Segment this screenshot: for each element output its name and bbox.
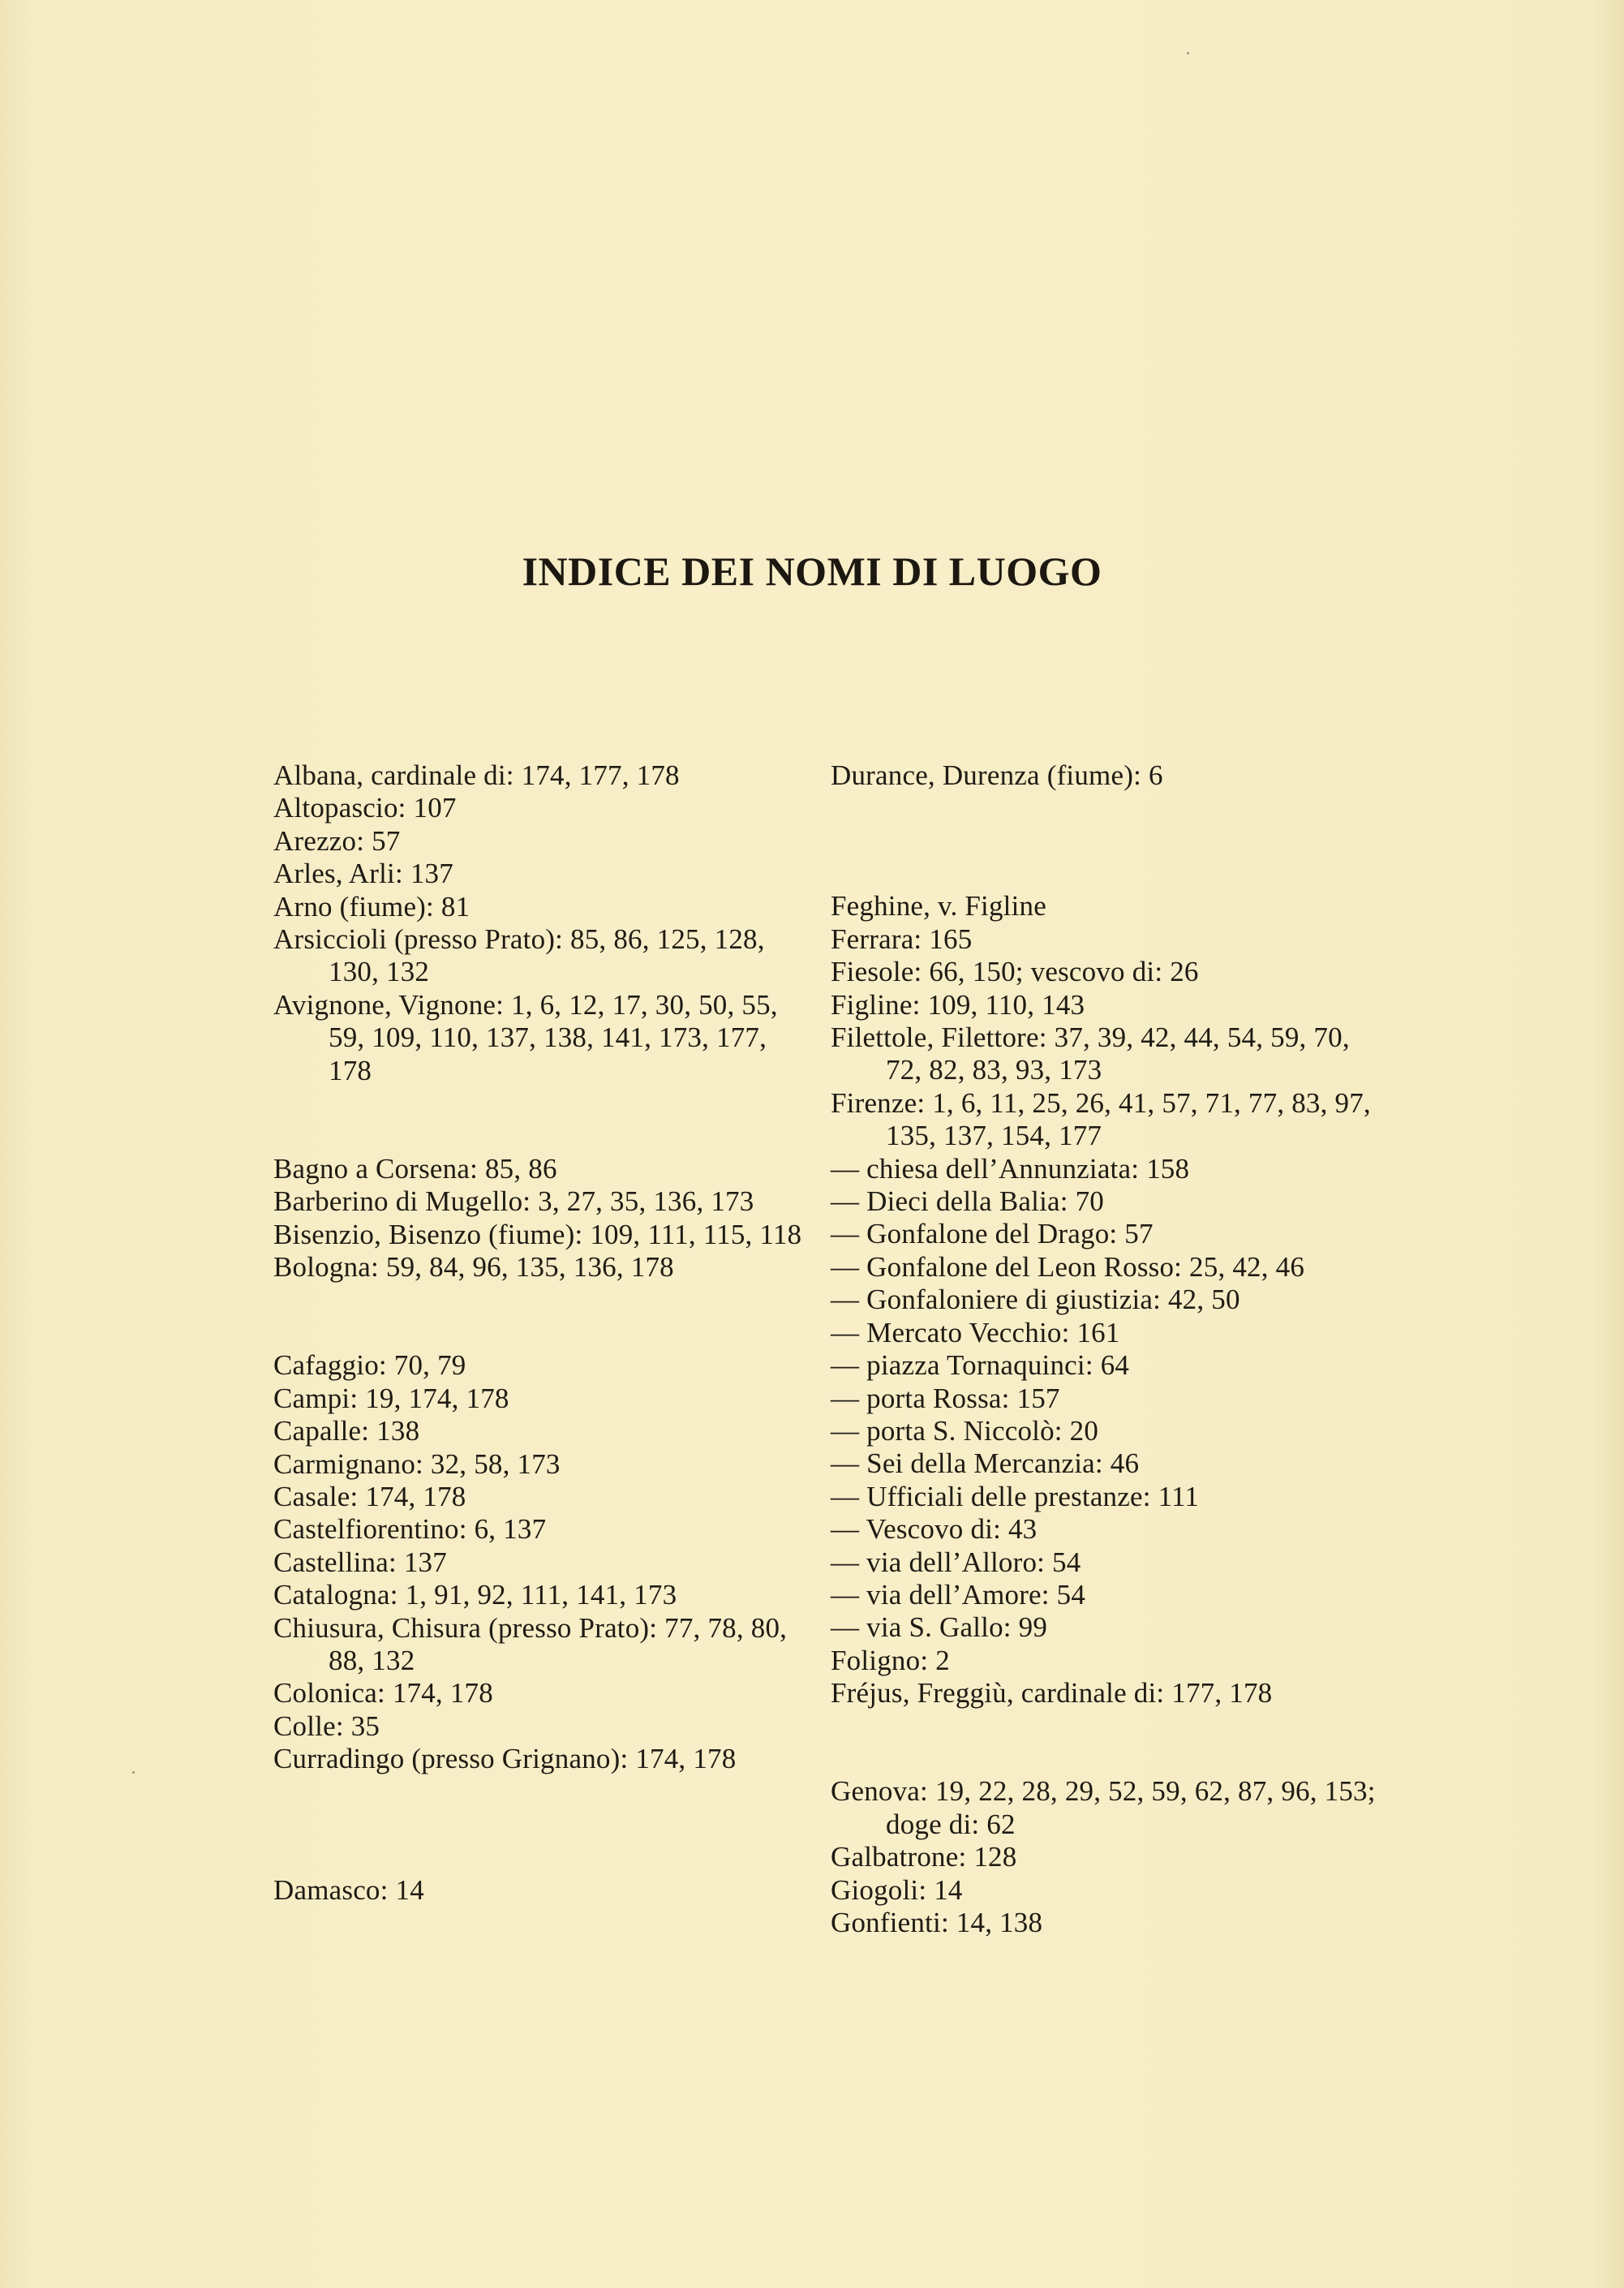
index-entry: Curradingo (presso Grignano): 174, 178 [273,1743,737,1775]
index-subentry: — Gonfalone del Leon Rosso: 25, 42, 46 [831,1250,1305,1283]
index-column-left [273,759,809,1907]
index-subentry: — Dieci della Balia: 70 [831,1185,1104,1218]
paper-speck [132,1771,135,1774]
index-entry: Feghine, v. Figline [831,890,1046,923]
index-entry: Cafaggio: 70, 79 [273,1349,466,1382]
index-entry: Campi: 19, 174, 178 [273,1382,509,1414]
index-entry: Figline: 109, 110, 143 [831,988,1085,1021]
index-entry: Catalogna: 1, 91, 92, 111, 141, 173 [273,1579,677,1611]
index-subentry: — via dell’Amore: 54 [831,1578,1086,1611]
index-entry: Arno (fiume): 81 [273,890,470,923]
index-entry: Bisenzio, Bisenzo (fiume): 109, 111, 115, 118 [273,1218,802,1250]
index-entry: Avignone, Vignone: 1, 6, 12, 17, 30, 50, 55, 59, 109, 110, 137, 138, 141, 173, 177, 178 [273,988,778,1086]
index-entry: Carmignano: 32, 58, 173 [273,1447,561,1480]
index-entry: Durance, Durenza (fiume): 6 [831,759,1163,791]
index-entry: Casale: 174, 178 [273,1480,466,1512]
index-subentry: — via S. Gallo: 99 [831,1611,1048,1644]
index-entry: Firenze: 1, 6, 11, 25, 26, 41, 57, 71, 77, 83, 97, 135, 137, 154, 177 [831,1086,1371,1152]
index-entry: Foligno: 2 [831,1644,950,1676]
index-entry: Arles, Arli: 137 [273,858,453,890]
index-subentry: — Gonfaloniere di giustizia: 42, 50 [831,1284,1240,1316]
index-subentry: — chiesa dell’Annunziata: 158 [831,1152,1190,1185]
letter-group-spacer [831,792,1382,890]
letter-group-spacer [273,1087,809,1153]
letter-group-spacer [831,1710,1382,1776]
page-title: INDICE DEI NOMI DI LUOGO [522,548,1102,594]
index-subentry: — porta Rossa: 157 [831,1382,1060,1414]
index-entry: Filettole, Filettore: 37, 39, 42, 44, 54, 59, 70, 72, 82, 83, 93, 173 [831,1021,1350,1086]
index-subentry: — porta S. Niccolò: 20 [831,1414,1099,1447]
index-entry: Castelfiorentino: 6, 137 [273,1513,547,1546]
index-subentry: — Sei della Mercanzia: 46 [831,1447,1140,1480]
index-entry: Capalle: 138 [273,1415,420,1447]
index-entry: Albana, cardinale di: 174, 177, 178 [273,759,680,791]
index-subentry: — Ufficiali delle prestanze: 111 [831,1480,1200,1512]
index-subentry: — via dell’Alloro: 54 [831,1546,1081,1578]
index-entry: Fréjus, Freggiù, cardinale di: 177, 178 [831,1677,1273,1710]
index-subentry: — Vescovo di: 43 [831,1513,1038,1546]
index-entry: Giogoli: 14 [831,1873,963,1906]
index-subentry: — Mercato Vecchio: 161 [831,1316,1120,1348]
index-entry: Bologna: 59, 84, 96, 135, 136, 178 [273,1251,674,1284]
index-entry: Chiusura, Chisura (presso Prato): 77, 78, 80, 88, 132 [273,1611,788,1676]
index-subentry: — Gonfalone del Drago: 57 [831,1218,1154,1250]
index-entry: Barberino di Mugello: 3, 27, 35, 136, 173 [273,1185,754,1218]
index-entry: Colonica: 174, 178 [273,1677,493,1710]
index-entry: Altopascio: 107 [273,792,457,824]
index-entry: Fiesole: 66, 150; vescovo di: 26 [831,956,1199,988]
index-entry: Arezzo: 57 [273,824,401,857]
index-entry: Arsiccioli (presso Prato): 85, 86, 125, 128, 130, 132 [273,923,765,988]
index-entry: Damasco: 14 [273,1873,424,1906]
letter-group-spacer [273,1776,809,1874]
index-subentry: — piazza Tornaquinci: 64 [831,1349,1130,1382]
index-entry: Genova: 19, 22, 28, 29, 52, 59, 62, 87, 96, 153; doge di: 62 [831,1775,1376,1840]
index-entry: Galbatrone: 128 [831,1841,1017,1873]
index-entry: Gonfienti: 14, 138 [831,1906,1043,1938]
index-entry: Colle: 35 [273,1710,380,1742]
letter-group-spacer [273,1284,809,1349]
index-entry: Ferrara: 165 [831,923,973,955]
paper-speck [1187,52,1189,54]
index-entry: Bagno a Corsena: 85, 86 [273,1152,557,1185]
index-column-right [831,759,1382,1939]
index-entry: Castellina: 137 [273,1546,447,1578]
